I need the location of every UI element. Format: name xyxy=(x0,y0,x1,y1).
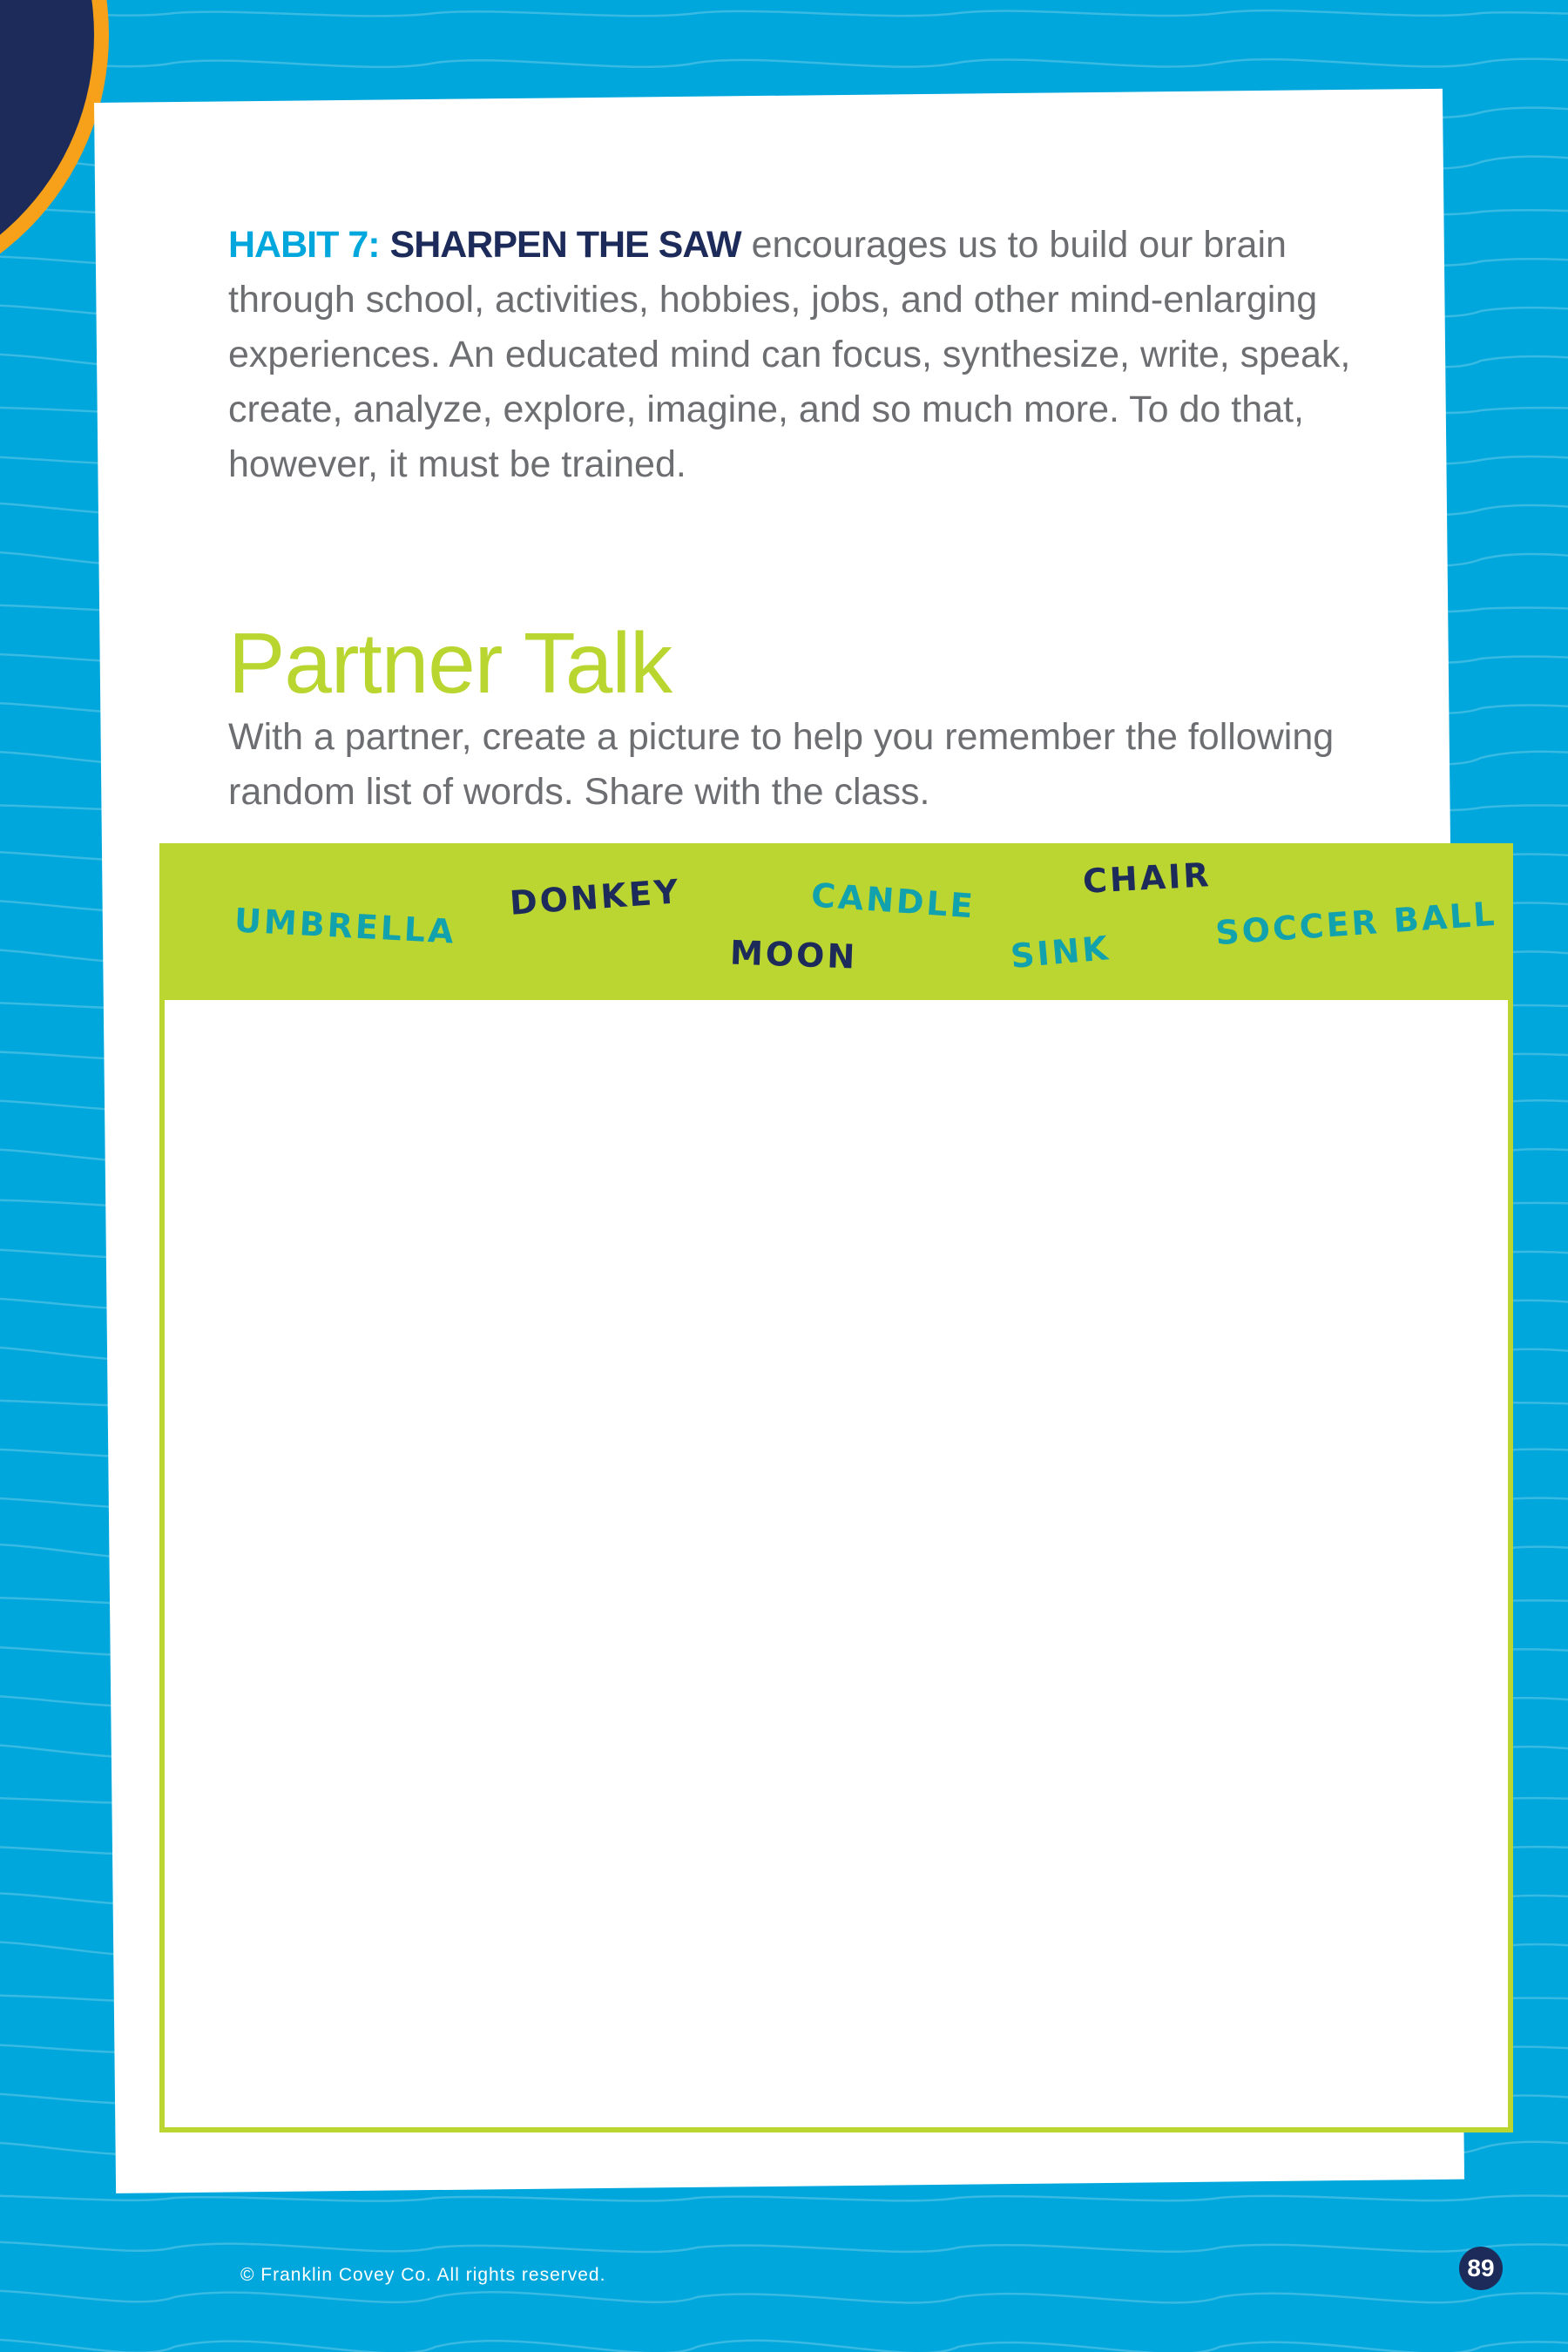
activity-instructions: With a partner, create a picture to help you remember the following random list of words. Share with the class. xyxy=(228,716,1335,813)
copyright-text: © Franklin Covey Co. All rights reserved. xyxy=(240,2265,606,2285)
page-number-badge: 89 xyxy=(1459,2247,1503,2290)
wave-line xyxy=(0,2339,1568,2352)
habit-number: HABIT 7: xyxy=(228,224,380,266)
habit-description: encourages us to build our brain through school, activities, hobbies, jobs, and other mind-enlarging experiences. An educated mind can focus, synthesize, write, speak, create, analyze, explore, imagine, and so much more. To do that, however, it must be trained. xyxy=(228,224,1351,485)
wave-line xyxy=(0,2290,1568,2302)
wave-line xyxy=(0,10,1568,16)
wave-line xyxy=(0,58,1568,67)
wave-line xyxy=(0,2241,1568,2252)
word-moon: MOON xyxy=(729,933,858,977)
word-donkey: DONKEY xyxy=(508,872,682,923)
habit-intro-paragraph xyxy=(228,218,1378,492)
word-umbrella: UMBRELLA xyxy=(233,901,457,951)
word-list-band xyxy=(159,843,1513,1000)
habit-name: SHARPEN THE SAW xyxy=(389,224,741,266)
wave-line xyxy=(0,2195,1568,2201)
word-soccer-ball: SOCCER BALL xyxy=(1213,894,1498,953)
drawing-area[interactable] xyxy=(159,1000,1513,2132)
word-candle: CANDLE xyxy=(809,875,977,926)
activity-title: Partner Talk xyxy=(228,615,672,711)
word-sink: SINK xyxy=(1009,929,1112,976)
word-chair: CHAIR xyxy=(1081,855,1213,901)
